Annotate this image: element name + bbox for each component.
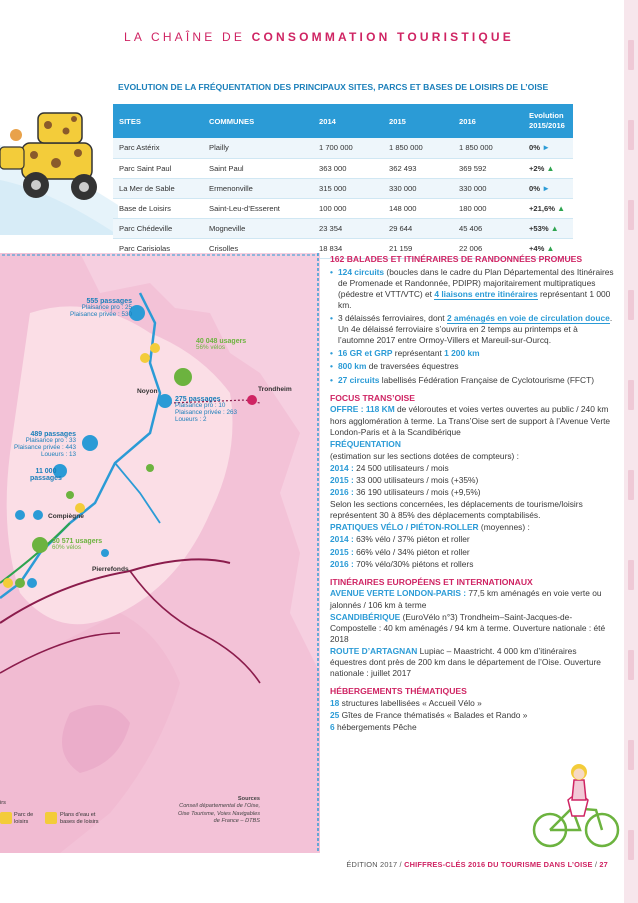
- highlight-text: ROUTE D’ARTAGNAN: [330, 645, 418, 656]
- list-item: [330, 267, 615, 311]
- body-text: 66% vélo / 34% piéton et roller: [353, 546, 470, 557]
- cell-commune: Ermenonville: [203, 178, 313, 198]
- map-label-275-a: Plaisance pro : 10: [175, 402, 226, 410]
- highlight-text: 6: [330, 722, 335, 733]
- table-row: [113, 158, 573, 178]
- evolution-value: +53%: [529, 223, 549, 233]
- map-label-11000-title: 11 000: [35, 468, 57, 475]
- footer-publication: CHIFFRES-CLÉS 2016 DU TOURISME DANS L’OISE: [404, 860, 593, 869]
- legend-item-park: [14, 812, 33, 825]
- paragraph: [330, 698, 615, 709]
- cell-evolution: [523, 178, 573, 198]
- col-header-2016: 2016: [453, 104, 523, 138]
- highlight-text: 18: [330, 697, 340, 708]
- cell-site: Base de Loisirs: [113, 198, 203, 218]
- balades-list: [330, 267, 615, 386]
- cell-site: Parc Astérix: [113, 138, 203, 158]
- map-label-275-c: Loueurs : 2: [175, 415, 207, 423]
- map-label-489: [4, 431, 76, 458]
- highlight-text: 2015 :: [330, 474, 354, 485]
- stat-line: [330, 463, 615, 474]
- footer-edition: ÉDITION 2017 /: [346, 860, 405, 869]
- cyclist-illustration: [528, 760, 624, 852]
- stat-line: [330, 547, 615, 558]
- highlight-text: 1 200 km: [444, 348, 480, 359]
- oise-map: [0, 253, 320, 853]
- paragraph: Selon les sections concernées, les déplacements de tourisme/loisirs représentent 30 à 85% des déplacements comptabilisés.: [330, 499, 583, 521]
- trend-right-icon: ►: [542, 183, 551, 193]
- cell-2014: 100 000: [313, 198, 383, 218]
- header-title-bold: CONSOMMATION TOURISTIQUE: [251, 30, 514, 44]
- col-header-evolution: Evolution 2015/2016: [523, 104, 573, 138]
- col-header-2015: 2015: [383, 104, 453, 138]
- body-text: représentant 1 000 km.: [338, 288, 611, 311]
- subheading-frequentation: FRÉQUENTATION: [330, 438, 401, 449]
- map-label-11000: [30, 468, 62, 483]
- list-item: [330, 375, 615, 386]
- map-label-489-c: Loueurs : 13: [40, 450, 76, 458]
- sources-line-2: Oise Tourisme, Voies Navigables: [178, 810, 260, 817]
- legend-water-line-1: Plans d’eau et: [60, 812, 96, 818]
- cell-2014: 23 354: [313, 218, 383, 238]
- paragraph: [330, 646, 615, 679]
- legend-park-line-1: Parc de: [14, 812, 34, 818]
- body-text: . Un 4e délaissé ferroviaire s’ouvrira en 2 temps au printemps et à l’automne 2017 entre Ormoy-Villers et Mareuil-sur-Ourcq.: [338, 313, 613, 346]
- map-label-40048-title: 40 048 usagers: [196, 338, 247, 345]
- body-text: Gîtes de France thématisés « Balades et Rando »: [339, 710, 528, 721]
- map-sources: [140, 796, 260, 825]
- town-noyon: Noyon: [137, 388, 158, 395]
- body-text: 36 190 utilisateurs / mois (+9,5%): [353, 487, 481, 498]
- car-illustration: [0, 85, 118, 235]
- cell-2016: 369 592: [453, 158, 523, 178]
- body-text: (boucles dans le cadre du Plan Départemental des Itinéraires de Promenade et Randonnée, PDIPR) majoritairement multipratiques (pédestre et VTT/VTC) et: [338, 266, 614, 299]
- section-title-transoise: FOCUS TRANS’OISE: [330, 392, 415, 403]
- map-label-40048-a: 56% vélos: [196, 344, 226, 352]
- cell-commune: Crisolles: [203, 238, 313, 258]
- evolution-value: 0%: [529, 183, 540, 193]
- body-text: Lupiac – Maastricht. 4 000 km d’itinéraires équestres dont près de 200 km dans le département de l’Oise. Ouverture nationale : juillet 2017: [330, 645, 601, 679]
- park-icon: [0, 812, 12, 824]
- table-row: [113, 138, 573, 158]
- town-pierrefonds: Pierrefonds: [92, 566, 129, 573]
- highlight-text: 800 km: [338, 361, 367, 372]
- cell-2014: 18 834: [313, 238, 383, 258]
- table-row: [113, 178, 573, 198]
- trend-up-icon: ▲: [557, 203, 566, 213]
- highlight-text: 2 aménagés en voie de circulation douce: [446, 313, 610, 324]
- body-text: 77,5 km aménagés en voie verte ou jalonnés / 106 km à terme: [330, 588, 602, 610]
- highlight-text: 4 liaisons entre itinéraires: [434, 288, 538, 299]
- stat-line: [330, 534, 615, 545]
- frequentation-note: (estimation sur les sections dotées de compteurs) :: [330, 450, 519, 461]
- trend-up-icon: ▲: [546, 243, 555, 253]
- table-title: EVOLUTION DE LA FRÉQUENTATION DES PRINCIPAUX SITES, PARCS ET BASES DE LOISIRS DE L’OISE: [118, 82, 549, 92]
- cell-2016: 180 000: [453, 198, 523, 218]
- cell-commune: Plailly: [203, 138, 313, 158]
- body-text: de traversées équestres: [366, 361, 459, 372]
- highlight-text: PRATIQUES VÉLO / PIÉTON-ROLLER: [330, 522, 479, 533]
- highlight-text: 2016 :: [330, 487, 354, 498]
- page-footer: [308, 860, 608, 869]
- highlight-text: OFFRE : 118 KM: [330, 404, 395, 415]
- map-label-30571-a: 60% vélos: [52, 544, 82, 552]
- col-header-sites: SITES: [113, 104, 203, 138]
- map-label-555-b: Plaisance privée : 530: [70, 310, 132, 318]
- highlight-text: 2015 :: [330, 546, 354, 557]
- list-item: [330, 361, 615, 372]
- cell-2015: 29 644: [383, 218, 453, 238]
- map-label-30571-title: 30 571 usagers: [52, 538, 103, 545]
- cell-site: La Mer de Sable: [113, 178, 203, 198]
- cell-2015: 21 159: [383, 238, 453, 258]
- sources-line-1: Conseil départemental de l’Oise,: [179, 803, 260, 810]
- cell-site: Parc Carisiolas: [113, 238, 203, 258]
- highlight-text: 124 circuits: [338, 266, 385, 277]
- map-label-489-a: Plaisance pro : 33: [25, 437, 76, 445]
- paragraph: [330, 722, 615, 733]
- footer-separator: /: [592, 860, 600, 869]
- cell-2016: 1 850 000: [453, 138, 523, 158]
- map-label-trondheim: Trondheim: [258, 386, 292, 393]
- body-text: 63% vélo / 37% piéton et roller: [353, 534, 470, 545]
- page-number: 27: [599, 860, 608, 869]
- cell-2014: 1 700 000: [313, 138, 383, 158]
- paragraph: [330, 588, 615, 610]
- paragraph: [330, 404, 615, 437]
- stat-line: [330, 487, 615, 498]
- highlight-text: 16 GR et GRP: [338, 348, 393, 359]
- section-title-balades: 162 BALADES ET ITINÉRAIRES DE RANDONNÉES PROMUES: [330, 254, 583, 264]
- map-label-489-b: Plaisance privée : 443: [14, 443, 76, 451]
- map-label-489-title: 489 passages: [30, 431, 76, 438]
- trend-up-icon: ▲: [550, 223, 559, 233]
- legend-water-line-2: bases de loisirs: [60, 818, 99, 825]
- cell-site: Parc Saint Paul: [113, 158, 203, 178]
- map-label-275-b: Plaisance privée : 263: [175, 408, 237, 416]
- body-text: 3 délaissés ferroviaires, dont: [338, 313, 447, 324]
- body-text: labellisés Fédération Française de Cyclotourisme (FFCT): [379, 374, 595, 385]
- section-title-itineraires: ITINÉRAIRES EUROPÉENS ET INTERNATIONAUX: [330, 576, 533, 587]
- sources-title: Sources: [237, 796, 260, 802]
- map-label-30571: [52, 538, 102, 552]
- body-text: (EuroVélo n°3) Trondheim–Saint-Jacques-de-Compostelle : 40 km aménagés / 94 km à terme. Ouverture nationale : été 2018: [330, 611, 606, 644]
- legend-item-water: [60, 812, 99, 825]
- cell-2016: 330 000: [453, 178, 523, 198]
- map-label-555-title: 555 passages: [86, 298, 132, 305]
- col-header-communes: COMMUNES: [203, 104, 313, 138]
- text-column: [330, 254, 615, 733]
- map-drawing: [0, 253, 320, 853]
- paragraph: [330, 612, 615, 645]
- map-label-275-title: 275 passages: [175, 396, 221, 403]
- map-label-40048: [196, 338, 246, 352]
- highlight-text: AVENUE VERTE LONDON-PARIS :: [330, 588, 467, 599]
- trend-right-icon: ►: [542, 143, 551, 153]
- col-header-2014: 2014: [313, 104, 383, 138]
- water-plan-icon: [45, 812, 57, 824]
- cell-site: Parc Chédeville: [113, 218, 203, 238]
- cell-commune: Mogneville: [203, 218, 313, 238]
- highlight-text: 2014 :: [330, 534, 354, 545]
- map-label-275: [175, 396, 237, 423]
- cell-2014: 315 000: [313, 178, 383, 198]
- highlight-text: 2014 :: [330, 462, 354, 473]
- cell-evolution: [523, 138, 573, 158]
- cell-2014: 363 000: [313, 158, 383, 178]
- stat-line: [330, 559, 615, 570]
- evolution-value: +2%: [529, 163, 545, 173]
- body-text: de véloroutes et voies vertes ouvertes au public / 240 km hors agglomération à terme. La Trans’Oise sert de support à l’Avenue Verte London-Paris et à la Scandibérique: [330, 404, 611, 437]
- cell-2015: 1 850 000: [383, 138, 453, 158]
- list-item: [330, 348, 615, 359]
- body-text: 33 000 utilisateurs / mois (+35%): [353, 474, 479, 485]
- table-row: [113, 198, 573, 218]
- cell-2015: 330 000: [383, 178, 453, 198]
- map-label-11000-a: passages: [30, 475, 62, 483]
- town-compiegne: Compiègne: [48, 513, 84, 520]
- body-text: 24 500 utilisateurs / mois: [353, 462, 449, 473]
- highlight-text: 27 circuits: [338, 374, 380, 385]
- cell-2015: 148 000: [383, 198, 453, 218]
- cell-evolution: [523, 158, 573, 178]
- evolution-value: +21,6%: [529, 203, 555, 213]
- highlight-text: 25: [330, 710, 340, 721]
- evolution-value: +4%: [529, 243, 545, 253]
- right-edge-decoration: [624, 0, 638, 903]
- body-text: 70% vélo/30% piétons et rollers: [353, 558, 474, 569]
- body-text: hébergements Pêche: [334, 722, 417, 733]
- header-title-light: LA CHAÎNE DE: [124, 30, 252, 44]
- map-label-555-a: Plaisance pro : 25: [81, 304, 132, 312]
- table-row: [113, 218, 573, 238]
- body-text: représentant: [392, 348, 445, 359]
- body-text: structures labellisées « Accueil Vélo »: [339, 697, 482, 708]
- subheading-pratiques: [330, 522, 615, 533]
- table-header-row: [113, 104, 573, 138]
- paragraph: [330, 710, 615, 721]
- sources-line-3: de France – DTBS: [213, 817, 260, 824]
- map-label-555: [60, 298, 132, 319]
- section-title-hebergements: HÉBERGEMENTS THÉMATIQUES: [330, 686, 467, 697]
- highlight-text: 2016 :: [330, 558, 354, 569]
- cell-2015: 362 493: [383, 158, 453, 178]
- cell-2016: 45 406: [453, 218, 523, 238]
- body-text: (moyennes) :: [478, 522, 530, 533]
- stat-line: [330, 475, 615, 486]
- list-item: [330, 313, 615, 346]
- map-legend: [0, 800, 140, 850]
- legend-item-a: irs: [0, 800, 6, 806]
- trend-up-icon: ▲: [546, 163, 555, 173]
- visits-table: [113, 104, 573, 259]
- cell-evolution: [523, 218, 573, 238]
- cell-2016: 22 006: [453, 238, 523, 258]
- cell-commune: Saint-Leu-d’Esserent: [203, 198, 313, 218]
- cell-commune: Saint Paul: [203, 158, 313, 178]
- evolution-value: 0%: [529, 143, 540, 153]
- highlight-text: SCANDIBÉRIQUE: [330, 611, 401, 622]
- cell-evolution: [523, 198, 573, 218]
- legend-park-line-2: loisirs: [14, 818, 29, 825]
- page-header-title: [0, 30, 638, 44]
